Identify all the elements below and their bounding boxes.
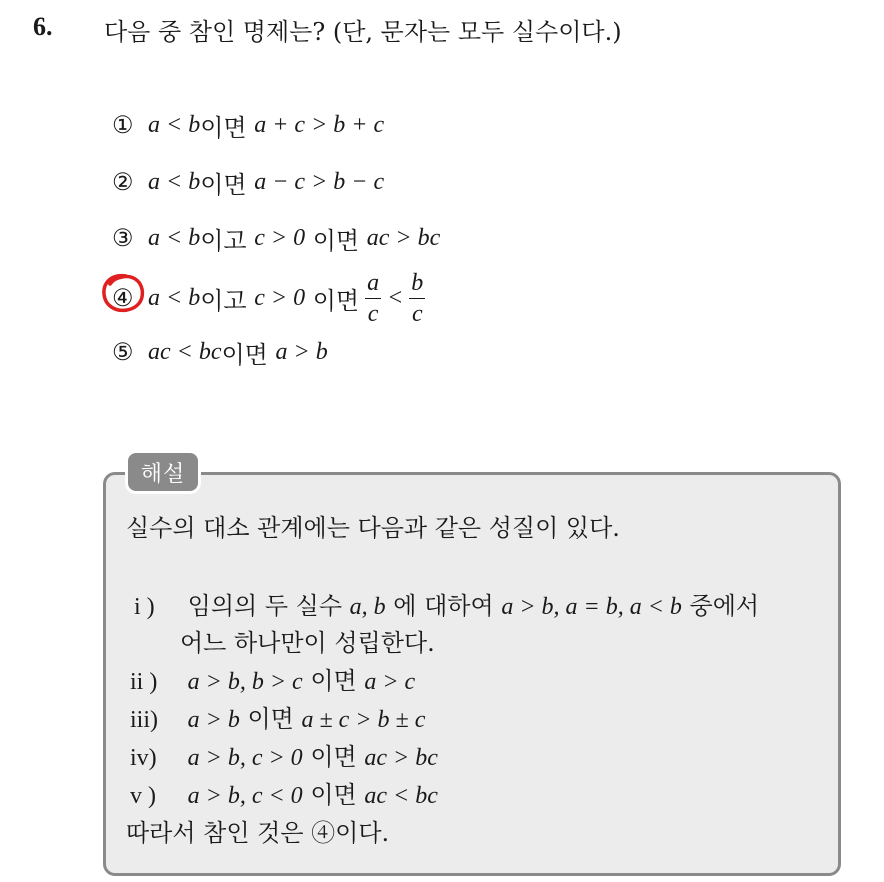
- choice-2[interactable]: [112, 162, 384, 202]
- choice-5[interactable]: [112, 332, 328, 372]
- choice-connector-and: 이고: [200, 226, 247, 255]
- question-number: 6.: [33, 12, 53, 41]
- item-math: a > b, c < 0: [187, 783, 303, 809]
- choice-premise: a < b: [148, 111, 201, 138]
- item-text: 중에서: [689, 592, 760, 620]
- solution-item-5: [130, 775, 438, 810]
- choice-condition: c > 0: [254, 284, 306, 311]
- item-numeral: v ): [130, 783, 156, 809]
- item-numeral: ii ): [130, 669, 158, 695]
- choice-connector: 이면: [312, 226, 360, 255]
- item-text: 이면: [310, 781, 357, 809]
- item-math: a > b, b > c: [187, 669, 303, 695]
- item-text: 에 대하여: [393, 592, 494, 620]
- item-text: 이면: [310, 743, 357, 771]
- choice-premise: a < b: [148, 168, 201, 195]
- choice-connector: 이면: [221, 340, 268, 369]
- item-result: ac > bc: [364, 745, 438, 771]
- item-numeral: iv): [130, 745, 157, 771]
- fraction-denominator: c: [367, 300, 379, 327]
- solution-tag: 해설: [128, 453, 198, 491]
- fraction-numerator: a: [365, 271, 381, 299]
- item-math: a > b, a = b, a < b: [501, 594, 682, 620]
- choice-premise: ac < bc: [148, 338, 222, 365]
- choice-conclusion: a > b: [275, 338, 328, 365]
- choice-mark: ②: [112, 168, 134, 196]
- item-result: ac < bc: [364, 783, 438, 809]
- solution-item-2: [130, 661, 415, 696]
- choice-conclusion: ac > bc: [366, 224, 441, 251]
- fraction-a-over-c: [365, 271, 381, 326]
- item-numeral: i ): [134, 594, 155, 620]
- item-numeral: iii): [130, 707, 158, 733]
- choice-premise: a < b: [148, 284, 201, 311]
- item-text: 이면: [247, 705, 294, 733]
- solution-item-1-line2: 어느 하나만이 성립한다.: [180, 629, 435, 657]
- choice-connector: 이면: [200, 170, 247, 199]
- question-text: 다음 중 참인 명제는? (단, 문자는 모두 실수이다.): [104, 18, 622, 46]
- solution-conclusion: 따라서 참인 것은 ④이다.: [126, 819, 390, 847]
- choice-mark: ⑤: [112, 338, 134, 366]
- fraction-numerator: b: [409, 271, 425, 299]
- fraction-b-over-c: [409, 271, 425, 326]
- choice-premise: a < b: [148, 224, 201, 251]
- item-math: a > b: [187, 707, 240, 733]
- choice-3[interactable]: [112, 218, 440, 258]
- item-result: a ± c > b ± c: [301, 707, 426, 733]
- choice-mark: ③: [112, 224, 134, 252]
- item-text: 임의의 두 실수: [187, 592, 343, 620]
- item-math: a, b: [349, 594, 386, 620]
- choice-4[interactable]: [112, 270, 431, 326]
- choice-mark: ④: [112, 284, 134, 312]
- comparison-operator: <: [387, 284, 404, 311]
- choice-mark: ①: [112, 111, 134, 139]
- choice-conclusion: a − c > b − c: [254, 168, 385, 195]
- solution-item-1: [134, 586, 759, 621]
- choice-condition: c > 0: [254, 224, 306, 251]
- item-result: a > c: [364, 669, 416, 695]
- fraction-denominator: c: [411, 300, 423, 327]
- choice-connector-and: 이고: [200, 286, 247, 315]
- choice-conclusion: a + c > b + c: [254, 111, 385, 138]
- choice-connector: 이면: [312, 286, 360, 315]
- solution-item-3: [130, 699, 425, 734]
- solution-item-4: [130, 737, 438, 772]
- solution-intro: 실수의 대소 관계에는 다음과 같은 성질이 있다.: [126, 514, 620, 542]
- choice-connector: 이면: [200, 113, 247, 142]
- item-math: a > b, c > 0: [187, 745, 303, 771]
- item-text: 이면: [310, 667, 357, 695]
- choice-1[interactable]: [112, 105, 384, 145]
